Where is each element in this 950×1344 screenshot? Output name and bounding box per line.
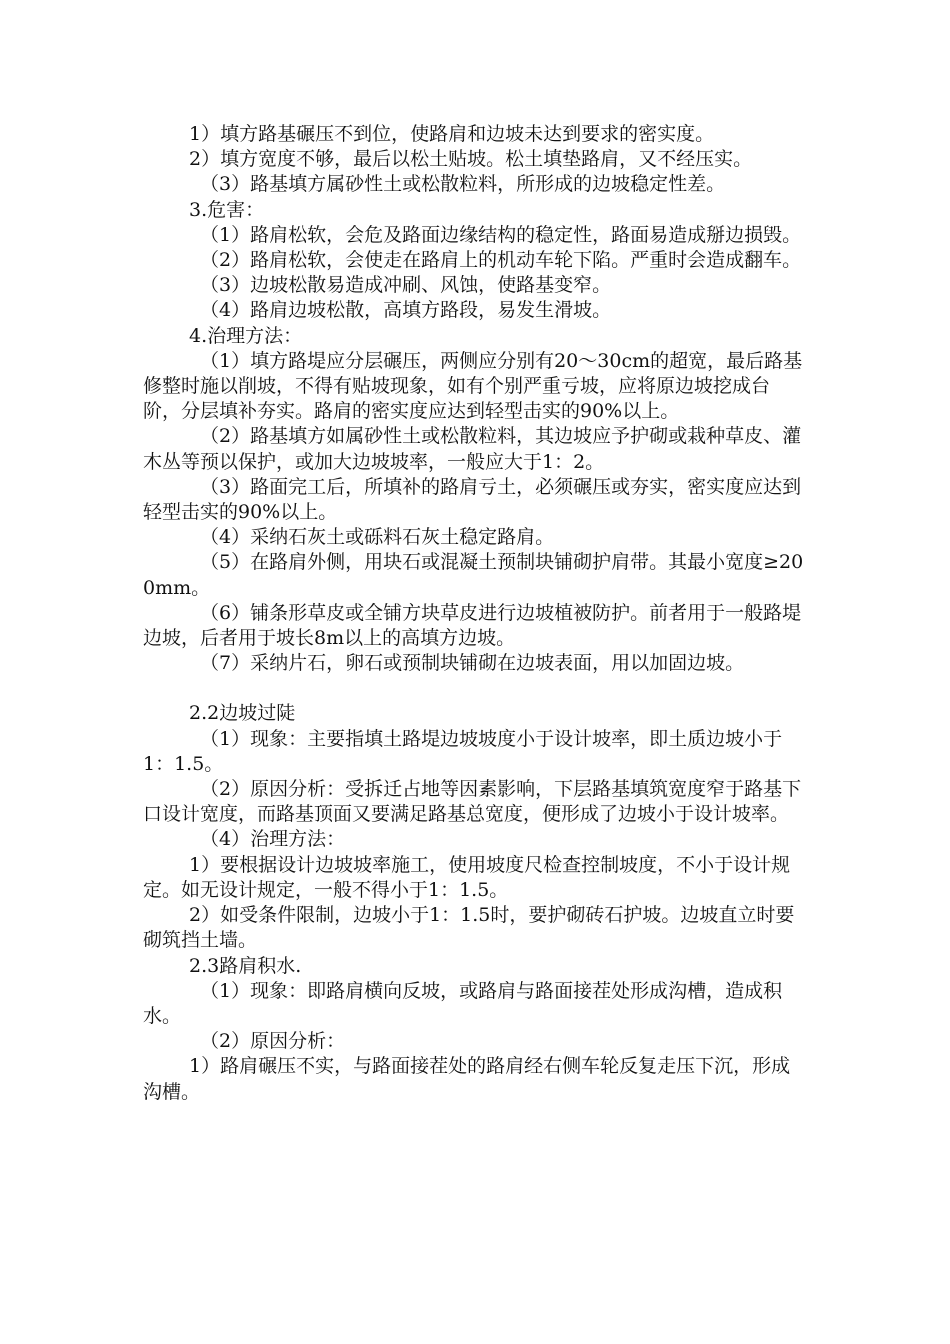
paragraph: （3）边坡松散易造成冲刷、风蚀，使路基变窄。 xyxy=(200,274,612,297)
paragraph: （2）原因分析： xyxy=(200,1030,346,1053)
section-heading: 2.2边坡过陡 xyxy=(189,702,296,725)
paragraph: （1）填方路堤应分层碾压，两侧应分别有20～30cm的超宽，最后路基修整时施以削坡，不得有贴坡现象，如有个别严重亏坡，应将原边坡挖成台阶，分层填补夯实。路肩的密实度应达到轻型击实的90%以上。 xyxy=(143,349,803,423)
paragraph: （5）在路肩外侧，用块石或混凝土预制块铺砌护肩带。其最小宽度≥200mm。 xyxy=(143,551,804,599)
paragraph: （1）现象：主要指填土路堤边坡坡度小于设计坡率，即土质边坡小于1：1.5。 xyxy=(143,727,783,775)
document-body xyxy=(143,122,807,1105)
section-heading: 2.3路肩积水. xyxy=(189,954,302,977)
paragraph: （1）现象：即路肩横向反坡，或路肩与路面接茬处形成沟槽，造成积水。 xyxy=(143,979,783,1027)
paragraph: 2）如受条件限制，边坡小于1：1.5时，要护砌砖石护坡。边坡直立时要砌筑挡土墙。 xyxy=(143,904,795,952)
paragraph: 1）要根据设计边坡坡率施工，使用坡度尺检查控制坡度，不小于设计规定。如无设计规定，一般不得小于1：1.5。 xyxy=(143,853,791,901)
paragraph: （2）路基填方如属砂性土或松散粒料，其边坡应予护砌或栽种草皮、灌木丛等预以保护，或加大边坡坡率，一般应大于1：2。 xyxy=(143,425,802,473)
paragraph: （2）原因分析：受拆迁占地等因素影响，下层路基填筑宽度窄于路基下口设计宽度，而路基顶面又要满足路基总宽度，便形成了边坡小于设计坡率。 xyxy=(143,778,802,826)
paragraph: （3）路面完工后，所填补的路肩亏土，必须碾压或夯实，密实度应达到轻型击实的90%以上。 xyxy=(143,475,802,524)
paragraph: 1）路肩碾压不实，与路面接茬处的路肩经右侧车轮反复走压下沉，形成沟槽。 xyxy=(143,1055,791,1103)
paragraph: （7）采纳片石，卵石或预制块铺砌在边坡表面，用以加固边坡。 xyxy=(200,652,745,675)
paragraph: （4）治理方法： xyxy=(200,828,346,851)
paragraph: （4）采纳石灰土或砾料石灰土稳定路肩。 xyxy=(200,526,555,549)
blank-line xyxy=(143,676,807,701)
paragraph: （2）路肩松软，会使走在路肩上的机动车轮下陷。严重时会造成翻车。 xyxy=(200,249,802,272)
section-heading: 4.治理方法： xyxy=(189,324,303,347)
paragraph: （3）路基填方属砂性土或松散粒料，所形成的边坡稳定性差。 xyxy=(200,173,726,196)
section-heading: 3.危害： xyxy=(189,198,265,221)
paragraph: 2）填方宽度不够，最后以松土贴坡。松土填垫路肩，又不经压实。 xyxy=(189,148,753,171)
paragraph: （4）路肩边坡松散，高填方路段，易发生滑坡。 xyxy=(200,299,612,322)
paragraph: （1）路肩松软，会危及路面边缘结构的稳定性，路面易造成掰边损毁。 xyxy=(200,223,802,246)
paragraph: 1）填方路基碾压不到位，使路肩和边坡未达到要求的密实度。 xyxy=(189,123,715,145)
paragraph: （6）铺条形草皮或全铺方块草皮进行边坡植被防护。前者用于一般路堤边坡，后者用于坡长8m以上的高填方边坡。 xyxy=(143,601,802,650)
